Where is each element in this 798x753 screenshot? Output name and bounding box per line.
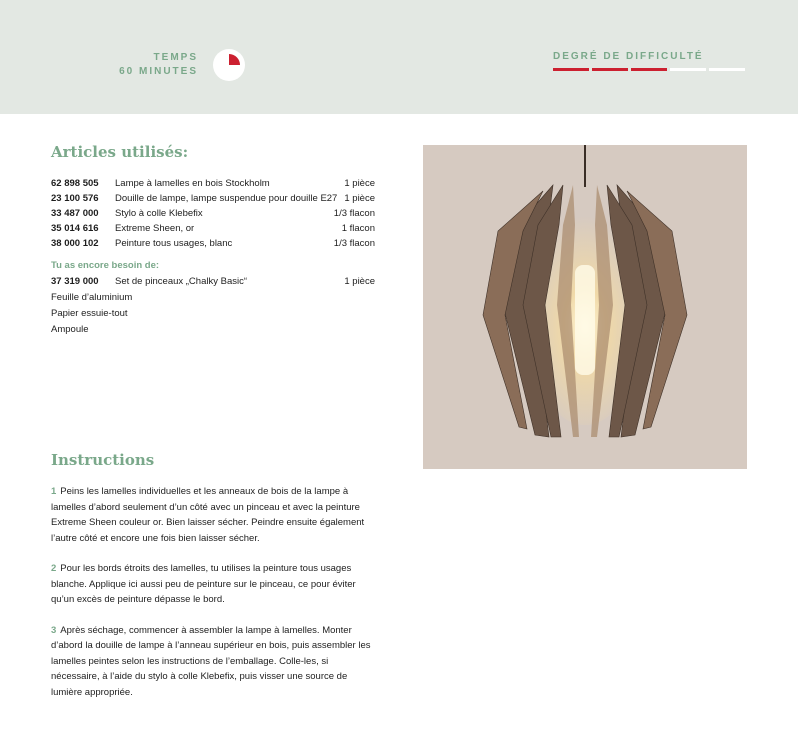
list-item: Feuille d’aluminium [51, 291, 133, 303]
item-code: 33 487 000 [51, 208, 99, 219]
time-label [119, 51, 198, 79]
item-code: 35 014 616 [51, 223, 99, 234]
step-number: 1 [51, 486, 57, 497]
item-qty: 1/3 flacon [333, 208, 375, 219]
item-qty: 1 flacon [341, 223, 375, 234]
time-title: TEMPS [153, 52, 198, 63]
difficulty-bar [709, 68, 745, 71]
list-item [51, 274, 375, 289]
item-code: 38 000 102 [51, 238, 99, 249]
articles-title: Articles utilisés: [51, 143, 189, 161]
list-item: Papier essuie-tout [51, 307, 128, 319]
step-text: Peins les lamelles individuelles et les anneaux de bois de la lampe à lamelles d’abord seulement d’un côté avec un pinceau et avec la peinture Extreme Sheen couleur or. Bien laisser sécher. Peindre ensuite également l’autre côté et encore une fois bien laisser sécher. [51, 486, 365, 544]
item-desc: Lampe à lamelles en bois Stockholm [115, 178, 270, 189]
item-desc: Peinture tous usages, blanc [115, 238, 233, 249]
instruction-step [51, 484, 377, 546]
step-number: 2 [51, 563, 57, 574]
lamp-photo [423, 145, 747, 469]
item-qty: 1 pièce [344, 276, 375, 287]
item-code: 23 100 576 [51, 193, 99, 204]
difficulty-bar [631, 68, 667, 71]
difficulty-bars [553, 68, 745, 71]
instructions-list [51, 484, 377, 715]
step-number: 3 [51, 624, 57, 636]
list-item: Ampoule [51, 323, 89, 335]
difficulty-bar [670, 68, 706, 71]
time-value: 60 MINUTES [119, 66, 198, 77]
articles-list [51, 176, 375, 337]
list-item [51, 221, 375, 236]
step-text: Après séchage, commencer à assembler la lampe à lamelles. Monter d’abord la douille de lampe à l’anneau supérieur en bois, puis assembler les lamelles peintes selon les instructions de l’emballage. Colle-les, si nécessaire, à l’aide du stylo à colle Klebefix, puis visser une source de lumière appropriée. [51, 624, 371, 698]
item-qty: 1 pièce [344, 193, 375, 204]
difficulty-label: DEGRÉ DE DIFFICULTÉ [553, 51, 704, 62]
instructions-title: Instructions [51, 451, 155, 469]
item-code: 62 898 505 [51, 178, 99, 189]
item-desc: Stylo à colle Klebefix [115, 208, 203, 219]
clock-icon [212, 48, 246, 82]
list-item [51, 176, 375, 191]
item-code: 37 319 000 [51, 276, 99, 287]
difficulty-bar [553, 68, 589, 71]
item-desc: Set de pinceaux „Chalky Basic“ [115, 276, 248, 287]
instruction-step [51, 623, 377, 701]
difficulty-bar [592, 68, 628, 71]
item-qty: 1 pièce [344, 178, 375, 189]
instruction-step [51, 561, 377, 608]
item-desc: Extreme Sheen, or [115, 223, 195, 234]
item-desc: Douille de lampe, lampe suspendue pour douille E27 [115, 193, 338, 204]
extra-title: Tu as encore besoin de: [51, 260, 160, 271]
list-item [51, 206, 375, 221]
header-bar [0, 0, 798, 114]
step-text: Pour les bords étroits des lamelles, tu utilises la peinture tous usages blanche. Applique ici aussi peu de peinture sur le pinceau, ce pour éviter qu’un excès de peinture dépasse le bord. [51, 563, 356, 605]
list-item [51, 236, 375, 251]
list-item [51, 191, 375, 206]
item-qty: 1/3 flacon [333, 238, 375, 249]
